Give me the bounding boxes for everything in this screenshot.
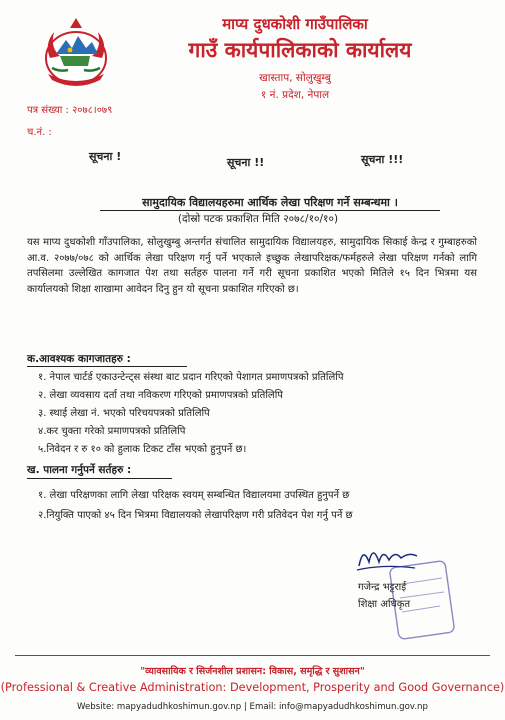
footer-slogan-nepali: "व्यावसायिक र सिर्जनशील प्रशासन: विकास, समृद्धि र सुशासन" [140,666,365,677]
dispatch-number: च.नं. : [27,127,52,138]
footer-contact: Website: mapyadudhkoshimun.gov.np | Email: info@mapyadudhkoshimun.gov.np [77,702,428,712]
body-paragraph: यस माप्य दुधकोशी गाँउपालिका, सोलुखुम्बु अन्तर्गत संचालित सामुदायिक विद्यालयहरु, सामुदायिक सिकाई केन्द्र र गुम्बाहरुको आ.व. २०७७/०७८ को आर्थिक लेखा परिक्षण गर्नु पर्ने भएकाले इच्छुक लेखापरिक्षक/फर्महरुले लेखा परिक्षण गर्नको लागि तपसिलमा उल्लेखित कागजात पेश तथा सर्तहरु पालना गर्ने गरी सूचना प्रकाशित भएको मितिले १५ दिन भित्रमा यस कार्यालयको शिक्षा शाखामा आवेदन दिनु हुन यो सूचना प्रकाशित गरिएको छ। [27,237,477,296]
document-item: २. लेखा व्यवसाय दर्ता तथा नविकरण गरिएको प्रमाणपत्रको प्रतिलिपि [38,390,283,401]
condition-item: १. लेखा परिक्षणका लागि लेखा परिक्षक स्वयम् सम्बन्धित विद्यालयमा उपस्थित हुनुपर्ने छ [38,490,350,501]
subject-line: सामुदायिक विद्यालयहरुमा आर्थिक लेखा परिक्षण गर्ने सम्बन्धमा । [142,196,398,209]
notice-heading-2: सूचना !! [227,156,265,169]
office-title: गाउँ कार्यपालिकाको कार्यालय [188,38,412,62]
letter-number: पत्र संख्या : २०७८।०७९ [27,105,113,116]
signatory-title: शिक्षा अधिकृत [358,599,411,610]
section-conditions-underline [27,478,172,479]
office-province: १ नं. प्रदेश, नेपाल [260,89,330,101]
section-documents-heading: क.आवश्यक कागजातहरु : [27,353,131,365]
office-address: खास्ताप, सोलुखुम्बु [259,72,331,84]
document-item: १. नेपाल चार्टर्ड एकाउन्टेन्ट्स संस्था बाट प्रदान गरिएको पेशागत प्रमाणपत्रको प्रतिलिपि [38,372,344,383]
document-item: ३. स्थाई लेखा नं. भएको परिचयपत्रको प्रतिलिपि [38,408,210,419]
notice-heading-1: सूचना ! [89,150,122,163]
publication-date: (दोस्रो पटक प्रकाशित मिति २०७८/१०/१०) [177,213,339,225]
notice-heading-3: सूचना !!! [361,153,404,166]
document-item: ४.कर चुक्ता गरेको प्रमाणपत्रको प्रतिलिपि [38,426,186,437]
signatory-name: गजेन्द्र भट्टराई [358,582,407,593]
nepal-emblem-logo [30,14,122,92]
document-item: ५.निवेदन र रु १० को हुलाक टिकट टाँस भएको हुनुपर्ने छ। [38,444,247,455]
condition-item: २.नियुक्ति पाएको ४५ दिन भित्रमा विद्यालयको लेखापरिक्षण गरी प्रतिवेदन पेश गर्नु पर्ने छ [38,510,353,521]
footer-slogan-english: (Professional & Creative Administration: Development, Prosperity and Good Governance) [0,681,505,694]
subject-underline [100,210,440,211]
municipality-name: माप्य दुधकोशी गाउँपालिका [222,15,368,33]
section-conditions-heading: ख. पालना गर्नुपर्ने सर्तहरु : [27,464,132,476]
footer-divider [15,655,490,656]
section-documents-underline [27,366,187,367]
